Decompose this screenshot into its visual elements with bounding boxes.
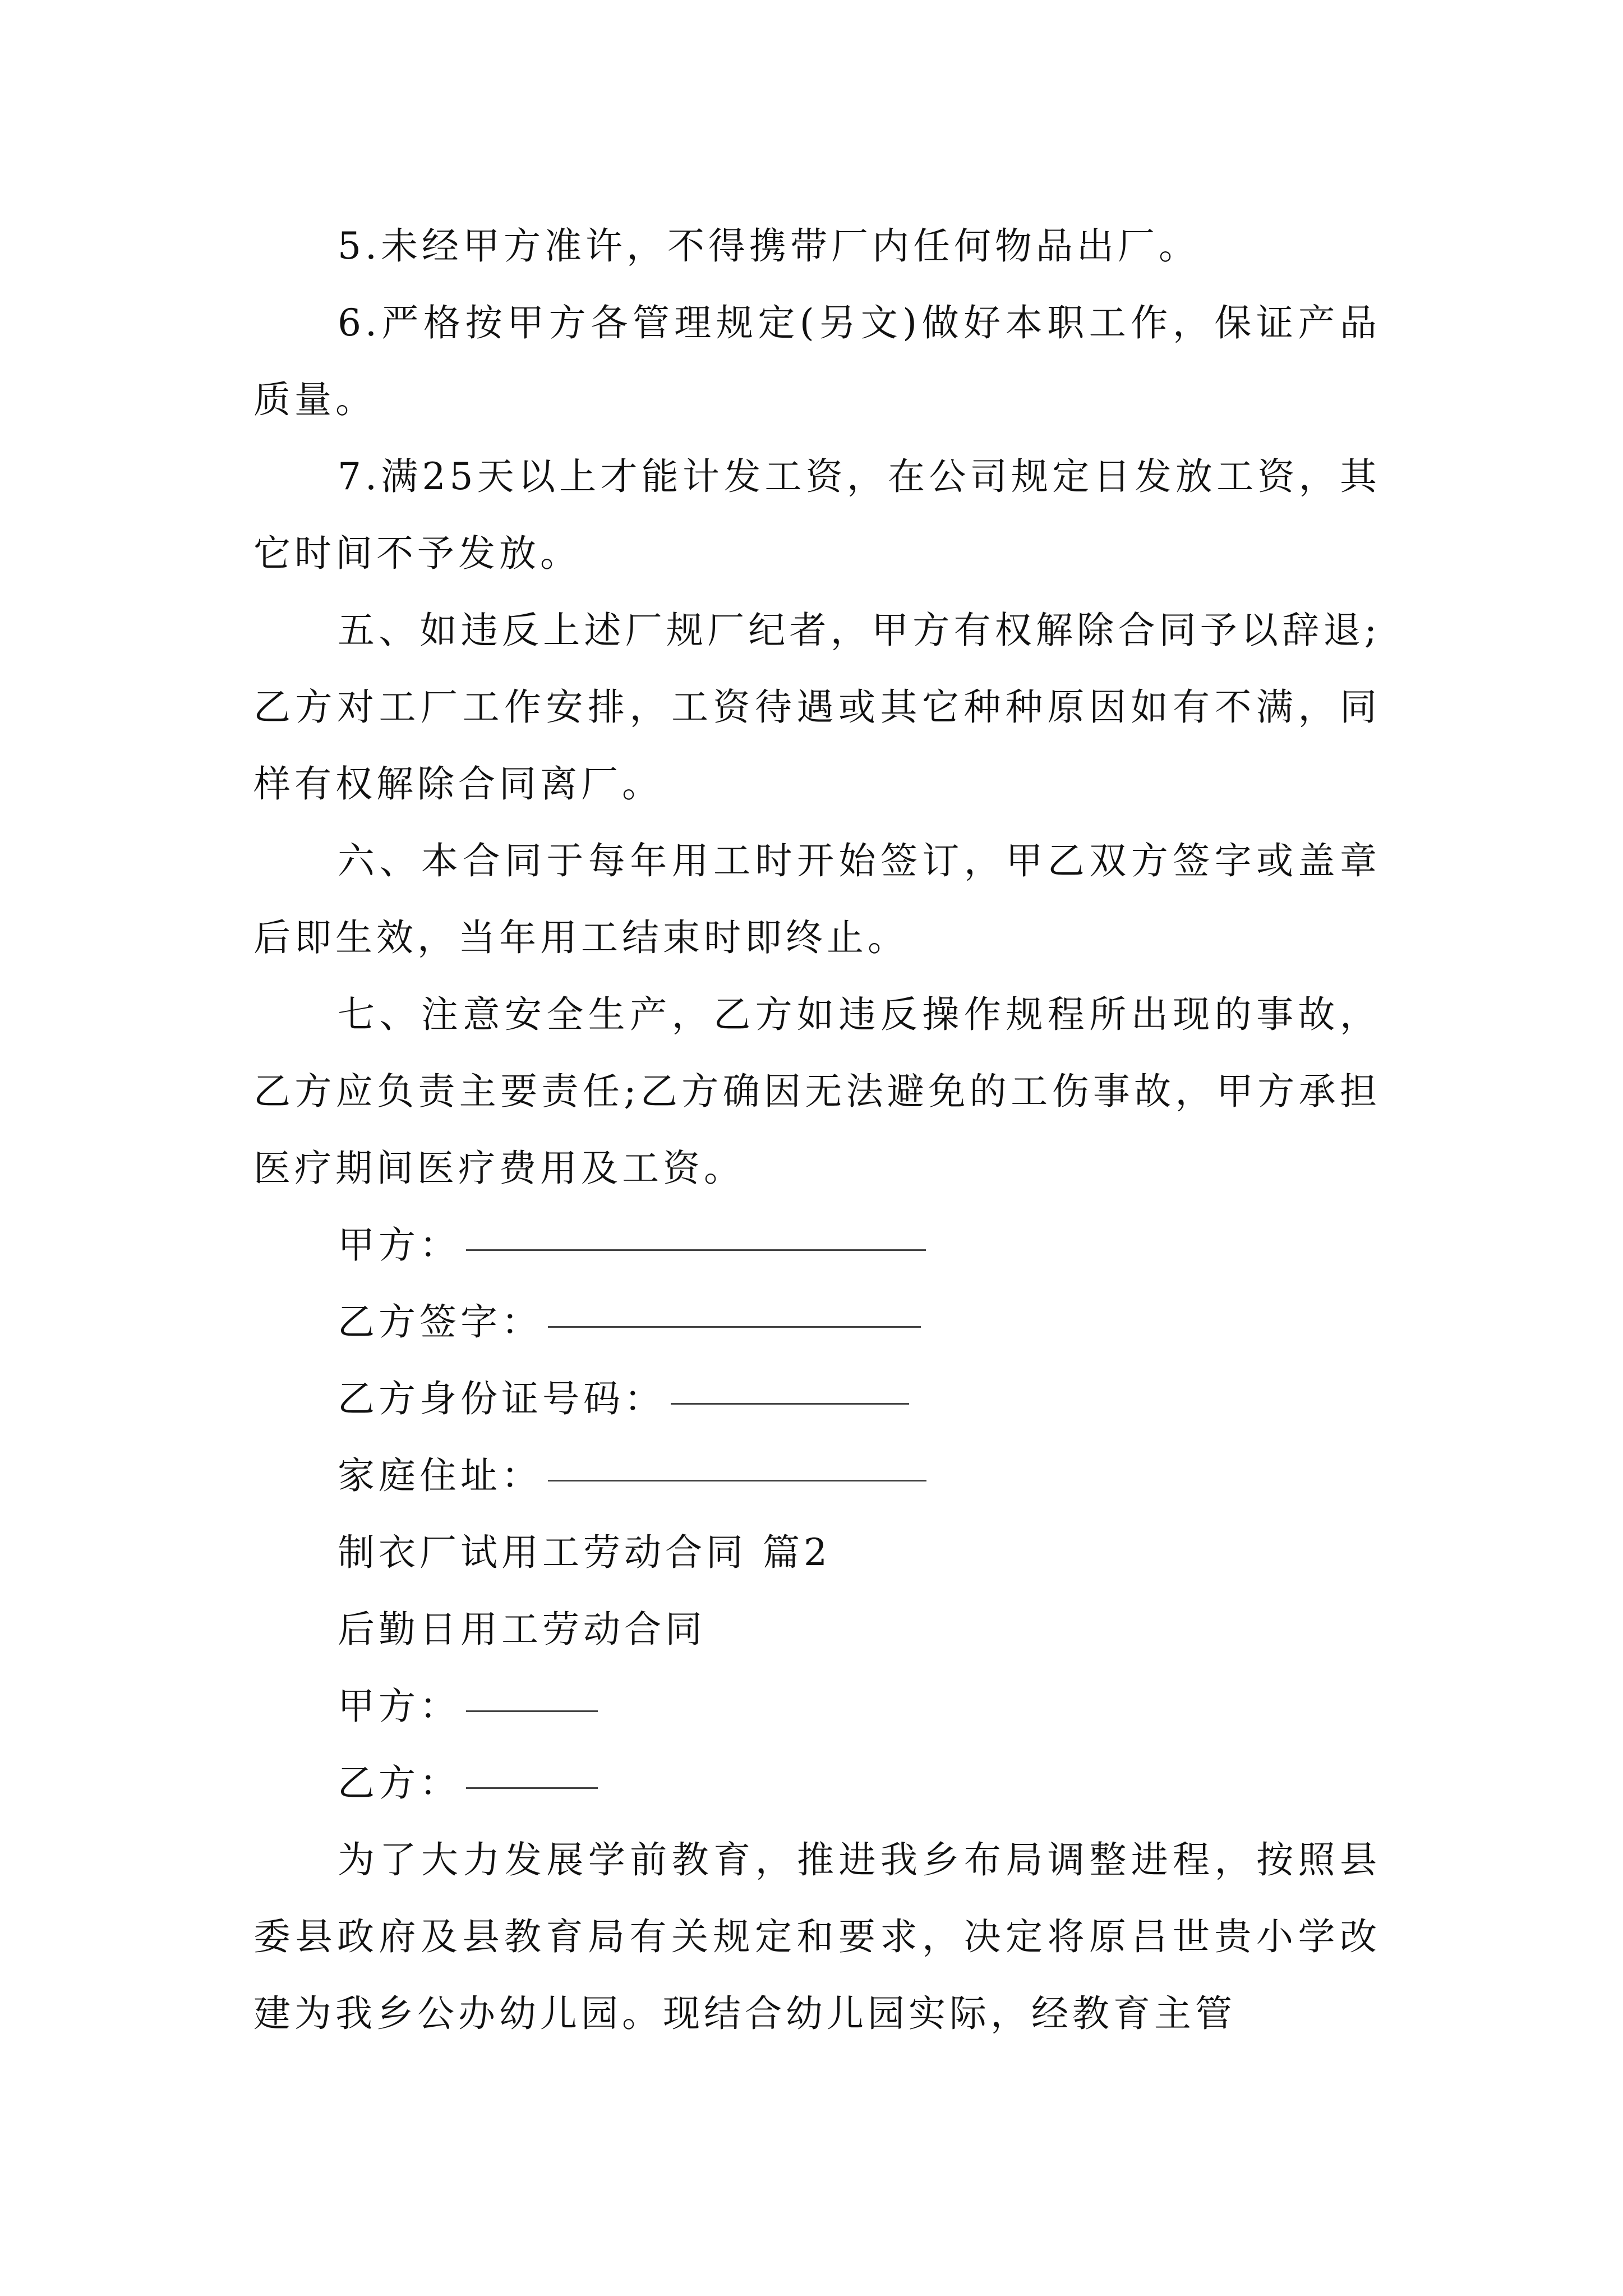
clause-7: 7.满25天以上才能计发工资，在公司规定日发放工资，其它时间不予发放。 bbox=[253, 455, 1381, 575]
document-body bbox=[253, 208, 1381, 2052]
home-address-label: 家庭住址： bbox=[338, 1454, 542, 1497]
party-b-signature-blank bbox=[548, 1326, 921, 1328]
contract-party-a-field bbox=[253, 1668, 1381, 1745]
contract-title: 后勤日用工劳动合同 bbox=[338, 1608, 706, 1651]
closing-paragraph: 为了大力发展学前教育，推进我乡布局调整进程，按照县委县政府及县教育局有关规定和要求，决定将原吕世贵小学改建为我乡公办幼儿园。现结合幼儿园实际，经教育主管 bbox=[253, 1838, 1381, 2035]
article-7: 七、注意安全生产，乙方如违反操作规程所出现的事故，乙方应负责主要责任;乙方确因无法避免的工伤事故，甲方承担医疗期间医疗费用及工资。 bbox=[253, 993, 1381, 1190]
article-5: 五、如违反上述厂规厂纪者，甲方有权解除合同予以辞退;乙方对工厂工作安排，工资待遇或其它种种原因如有不满，同样有权解除合同离厂。 bbox=[253, 609, 1381, 806]
party-a-blank bbox=[466, 1249, 926, 1251]
party-a-signature-field bbox=[253, 1207, 1381, 1283]
party-b-id-field bbox=[253, 1360, 1381, 1437]
contract-party-b-field bbox=[253, 1745, 1381, 1821]
home-address-field bbox=[253, 1437, 1381, 1514]
party-b-id-blank bbox=[671, 1403, 909, 1405]
party-b-id-label: 乙方身份证号码： bbox=[338, 1377, 665, 1420]
party-b-signature-label: 乙方签字： bbox=[338, 1300, 542, 1343]
clause-6: 6.严格按甲方各管理规定(另文)做好本职工作，保证产品质量。 bbox=[253, 301, 1381, 421]
party-a-label: 甲方： bbox=[338, 1223, 460, 1267]
contract-party-a-label: 甲方： bbox=[338, 1685, 460, 1728]
section-title: 制衣厂试用工劳动合同 篇2 bbox=[338, 1531, 831, 1574]
contract-party-b-label: 乙方： bbox=[338, 1761, 460, 1805]
home-address-blank bbox=[548, 1480, 926, 1481]
party-b-signature-field bbox=[253, 1283, 1381, 1360]
contract-party-b-blank bbox=[466, 1787, 598, 1789]
contract-party-a-blank bbox=[466, 1710, 598, 1712]
article-6: 六、本合同于每年用工时开始签订，甲乙双方签字或盖章后即生效，当年用工结束时即终止。 bbox=[253, 839, 1381, 959]
clause-5: 5.未经甲方准许，不得携带厂内任何物品出厂。 bbox=[338, 224, 1200, 268]
